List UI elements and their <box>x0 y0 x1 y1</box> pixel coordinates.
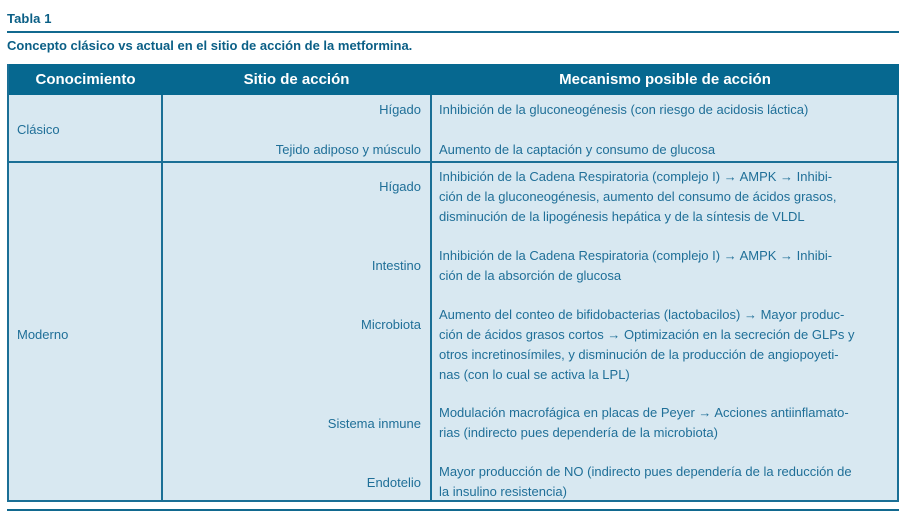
mechanism-line: Inhibición de la gluconeogénesis (con riesgo de acidosis láctica) <box>439 102 809 117</box>
mechanism-line: Aumento de la captación y consumo de glucosa <box>439 142 716 157</box>
header-conocimiento: Conocimiento <box>35 71 136 88</box>
site-cell: Microbiota <box>361 317 421 332</box>
title-rule <box>7 31 899 33</box>
mechanism-cell <box>439 305 894 385</box>
site-cell: Tejido adiposo y músculo <box>275 142 421 157</box>
column-divider <box>430 95 432 500</box>
group-moderno: Moderno <box>17 327 69 342</box>
table-label: Tabla 1 <box>7 11 52 26</box>
mechanism-line: Inhibición de la Cadena Respiratoria (complejo I) → AMPK → Inhibi- <box>439 248 833 263</box>
table-caption: Concepto clásico vs actual en el sitio de acción de la metformina. <box>7 38 413 53</box>
mechanism-cell <box>439 462 894 502</box>
mechanism-cell <box>439 100 894 120</box>
group-clasico: Clásico <box>17 122 60 137</box>
mechanism-line: la insulino resistencia) <box>439 484 567 499</box>
mechanism-line: rias (indirecto pues dependería de la microbiota) <box>439 425 718 440</box>
mechanism-line: ción de ácidos grasos cortos → Optimización en la secreción de GLPs y <box>439 327 855 342</box>
mechanism-line: Modulación macrofágica en placas de Peyer → Acciones antiinflamato- <box>439 405 849 420</box>
mechanism-line: disminución de la lipogénesis hepática y de la síntesis de VLDL <box>439 209 805 224</box>
site-cell: Endotelio <box>366 475 421 490</box>
mechanism-cell <box>439 246 894 286</box>
site-cell: Intestino <box>371 258 421 273</box>
site-cell: Hígado <box>379 179 421 194</box>
mechanism-line: nas (con lo cual se activa la LPL) <box>439 367 630 382</box>
mechanism-cell <box>439 140 894 160</box>
mechanism-line: Inhibición de la Cadena Respiratoria (complejo I) → AMPK → Inhibi- <box>439 169 833 184</box>
mechanism-line: otros incretinosímiles, y disminución de la producción de angiopoyeti- <box>439 347 839 362</box>
column-divider <box>161 95 163 500</box>
metformin-table <box>7 64 899 502</box>
mechanism-line: ción de la absorción de glucosa <box>439 268 622 283</box>
mechanism-cell <box>439 403 894 443</box>
header-mecanismo: Mecanismo posible de acción <box>559 71 771 88</box>
mechanism-line: ción de la gluconeogénesis, aumento del consumo de ácidos grasos, <box>439 189 837 204</box>
site-cell: Hígado <box>379 102 421 117</box>
bottom-rule <box>7 509 899 511</box>
mechanism-line: Aumento del conteo de bifidobacterias (lactobacilos) → Mayor produc- <box>439 307 845 322</box>
mechanism-line: Mayor producción de NO (indirecto pues dependería de la reducción de <box>439 464 852 479</box>
mechanism-cell <box>439 167 894 227</box>
site-cell: Sistema inmune <box>327 416 421 431</box>
table-header <box>9 64 899 95</box>
row-divider <box>9 161 899 163</box>
header-sitio: Sitio de acción <box>243 71 350 88</box>
